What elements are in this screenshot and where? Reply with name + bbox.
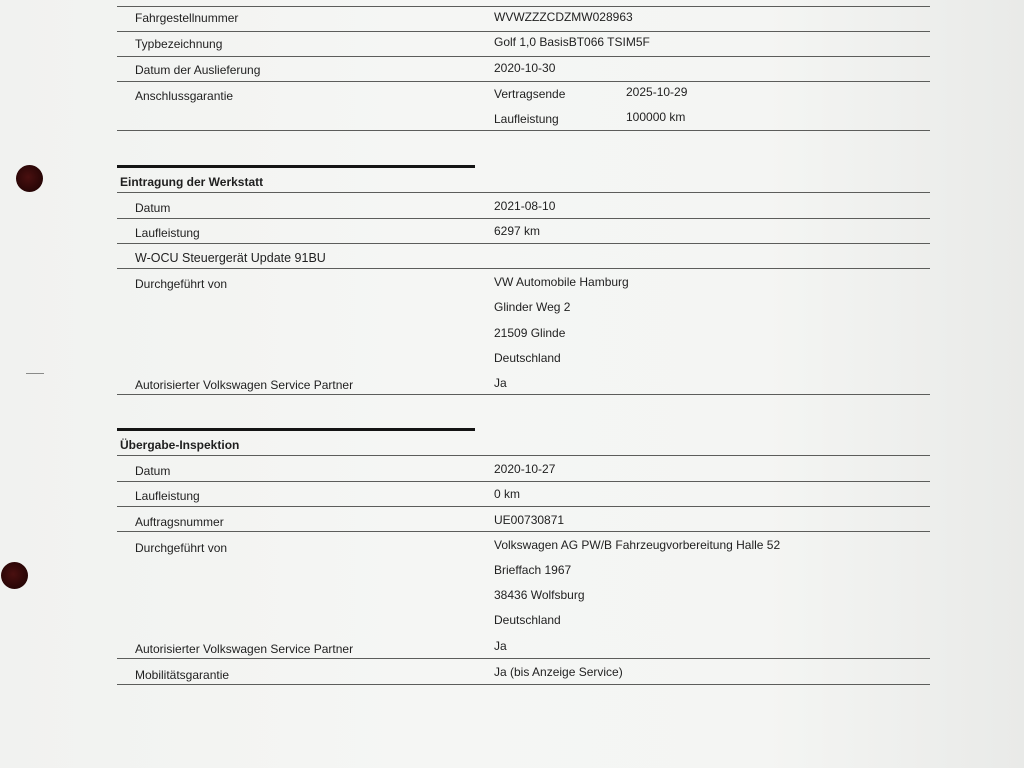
type-label: Typbezeichnung: [135, 37, 223, 51]
handover-date-value: 2020-10-27: [494, 462, 556, 476]
delivery-date-value: 2020-10-30: [494, 61, 556, 75]
row-divider: [117, 684, 930, 685]
row-divider: [117, 130, 930, 131]
handover-mobility-value: Ja (bis Anzeige Service): [494, 665, 623, 679]
row-divider: [117, 56, 930, 57]
handover-mobility-label: Mobilitätsgarantie: [135, 668, 230, 682]
row-divider: [117, 481, 930, 482]
row-divider: [117, 81, 930, 82]
row-divider: [117, 394, 930, 395]
row-divider: [117, 6, 930, 7]
row-divider: [117, 658, 930, 659]
handover-address-line: 38436 Wolfsburg: [494, 588, 585, 602]
handover-mileage-value: 0 km: [494, 487, 521, 501]
row-divider: [117, 243, 930, 244]
workshop-date-label: Datum: [135, 201, 171, 215]
handover-address-line: Brieffach 1967: [494, 563, 572, 577]
row-divider: [117, 31, 930, 32]
handover-date-label: Datum: [135, 464, 171, 478]
row-divider: [117, 268, 930, 269]
handover-authorized-label: Autorisierter Volkswagen Service Partner: [135, 642, 354, 656]
handover-performed-by-label: Durchgeführt von: [135, 541, 228, 555]
workshop-performed-by-label: Durchgeführt von: [135, 277, 228, 291]
workshop-address-line: VW Automobile Hamburg: [494, 275, 629, 289]
workshop-date-value: 2021-08-10: [494, 199, 556, 213]
workshop-section-title: Eintragung der Werkstatt: [120, 175, 264, 189]
workshop-authorized-value: Ja: [494, 376, 507, 390]
type-value: Golf 1,0 BasisBT066 TSIM5F: [494, 35, 650, 49]
row-divider: [117, 531, 930, 532]
section-bar: [117, 165, 475, 168]
row-divider: [117, 506, 930, 507]
row-divider: [117, 218, 930, 219]
workshop-update-text: W-OCU Steuergerät Update 91BU: [135, 251, 326, 265]
contract-end-label: Vertragsende: [494, 87, 566, 101]
handover-address-line: Deutschland: [494, 613, 561, 627]
guarantee-mileage-value: 100000 km: [626, 110, 686, 124]
handover-mileage-label: Laufleistung: [135, 489, 200, 503]
workshop-authorized-label: Autorisierter Volkswagen Service Partner: [135, 378, 354, 392]
handover-authorized-value: Ja: [494, 639, 507, 653]
handover-order-value: UE00730871: [494, 513, 565, 527]
vin-label: Fahrgestellnummer: [135, 11, 239, 25]
handover-section-title: Übergabe-Inspektion: [120, 438, 240, 452]
workshop-address-line: Glinder Weg 2: [494, 300, 571, 314]
vin-value: WVWZZZCDZMW028963: [494, 10, 633, 24]
handover-address-line: Volkswagen AG PW/B Fahrzeugvorbereitung Halle 52: [494, 538, 781, 552]
row-divider: [117, 455, 930, 456]
workshop-mileage-label: Laufleistung: [135, 226, 200, 240]
section-bar: [117, 428, 475, 431]
handover-order-label: Auftragsnummer: [135, 515, 224, 529]
row-divider: [117, 192, 930, 193]
workshop-mileage-value: 6297 km: [494, 224, 541, 238]
workshop-address-line: 21509 Glinde: [494, 326, 566, 340]
guarantee-label: Anschlussgarantie: [135, 89, 234, 103]
workshop-address-line: Deutschland: [494, 351, 561, 365]
guarantee-mileage-label: Laufleistung: [494, 112, 559, 126]
delivery-date-label: Datum der Auslieferung: [135, 63, 261, 77]
contract-end-value: 2025-10-29: [626, 85, 688, 99]
